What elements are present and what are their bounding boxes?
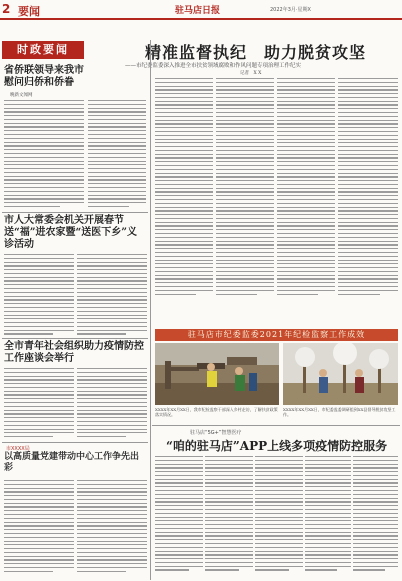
page-number: 2: [2, 2, 11, 16]
divider: [2, 442, 148, 443]
lead-body: [338, 78, 398, 297]
section-name: 要闻: [18, 5, 40, 18]
app-story-body: [255, 456, 303, 573]
lead-subtitle: ——市纪委监委深入推进全市扶贫领域腐败和作风问题专项治理工作纪实: [125, 63, 302, 69]
story-body: [88, 100, 146, 210]
story-title[interactable]: 全市青年社会组织助力疫情防控工作座谈会举行: [4, 341, 144, 364]
photo-caption-left: XXXX年XX月XX日，我市纪检监察干部深入乡村走访，了解扶贫政策落实情况。: [155, 407, 278, 417]
app-story-body: [305, 456, 351, 573]
section-box: 时政要闻: [2, 41, 84, 59]
lead-body: [216, 78, 274, 297]
app-story-body: [205, 456, 253, 573]
photo-caption-right: XXXX年XX月XX日，市纪委监委调研组到XX县督导脱贫攻坚工作。: [283, 407, 396, 417]
app-story-kicker: 驻马店“5G+”智慧医疗: [190, 430, 242, 436]
story-title[interactable]: 市人大常委会机关开展春节送“福”进农家暨“送医下乡”义诊活动: [4, 215, 138, 250]
story-body: [77, 254, 147, 337]
divider: [2, 212, 148, 213]
divider: [152, 425, 400, 426]
story-kicker: 市XXXX局: [6, 446, 30, 452]
story-body: [77, 368, 147, 440]
lead-byline: 记者 X X: [240, 71, 262, 76]
news-photo-left: [155, 343, 279, 405]
story-body: [4, 100, 84, 210]
news-photo-right: [283, 343, 398, 405]
lead-body: [277, 78, 335, 297]
story-title[interactable]: 以高质量党建带动中心工作争先出彩: [4, 452, 140, 473]
lead-headline[interactable]: 精准监督执纪 助力脱贫攻坚: [145, 43, 367, 62]
app-story-title[interactable]: “咱的驻马店”APP上线多项疫情防控服务: [166, 439, 388, 453]
issue-date: 2022年3月·星期X: [270, 7, 311, 13]
story-body: [4, 480, 74, 575]
story-byline: 晚新文闻网: [10, 93, 33, 98]
story-body: [4, 368, 74, 440]
lead-body: [155, 78, 213, 297]
app-story-body: [155, 456, 203, 573]
app-story-body: [353, 456, 398, 573]
story-body: [4, 254, 74, 337]
column-rule: [150, 40, 151, 580]
story-title[interactable]: 省侨联领导来我市慰问归侨和侨眷: [4, 65, 84, 88]
newspaper-name: 驻马店日报: [175, 6, 221, 16]
feature-banner: 驻马店市纪委监委2021年纪检监察工作成效: [155, 329, 398, 341]
divider: [2, 338, 148, 339]
story-body: [77, 480, 147, 575]
